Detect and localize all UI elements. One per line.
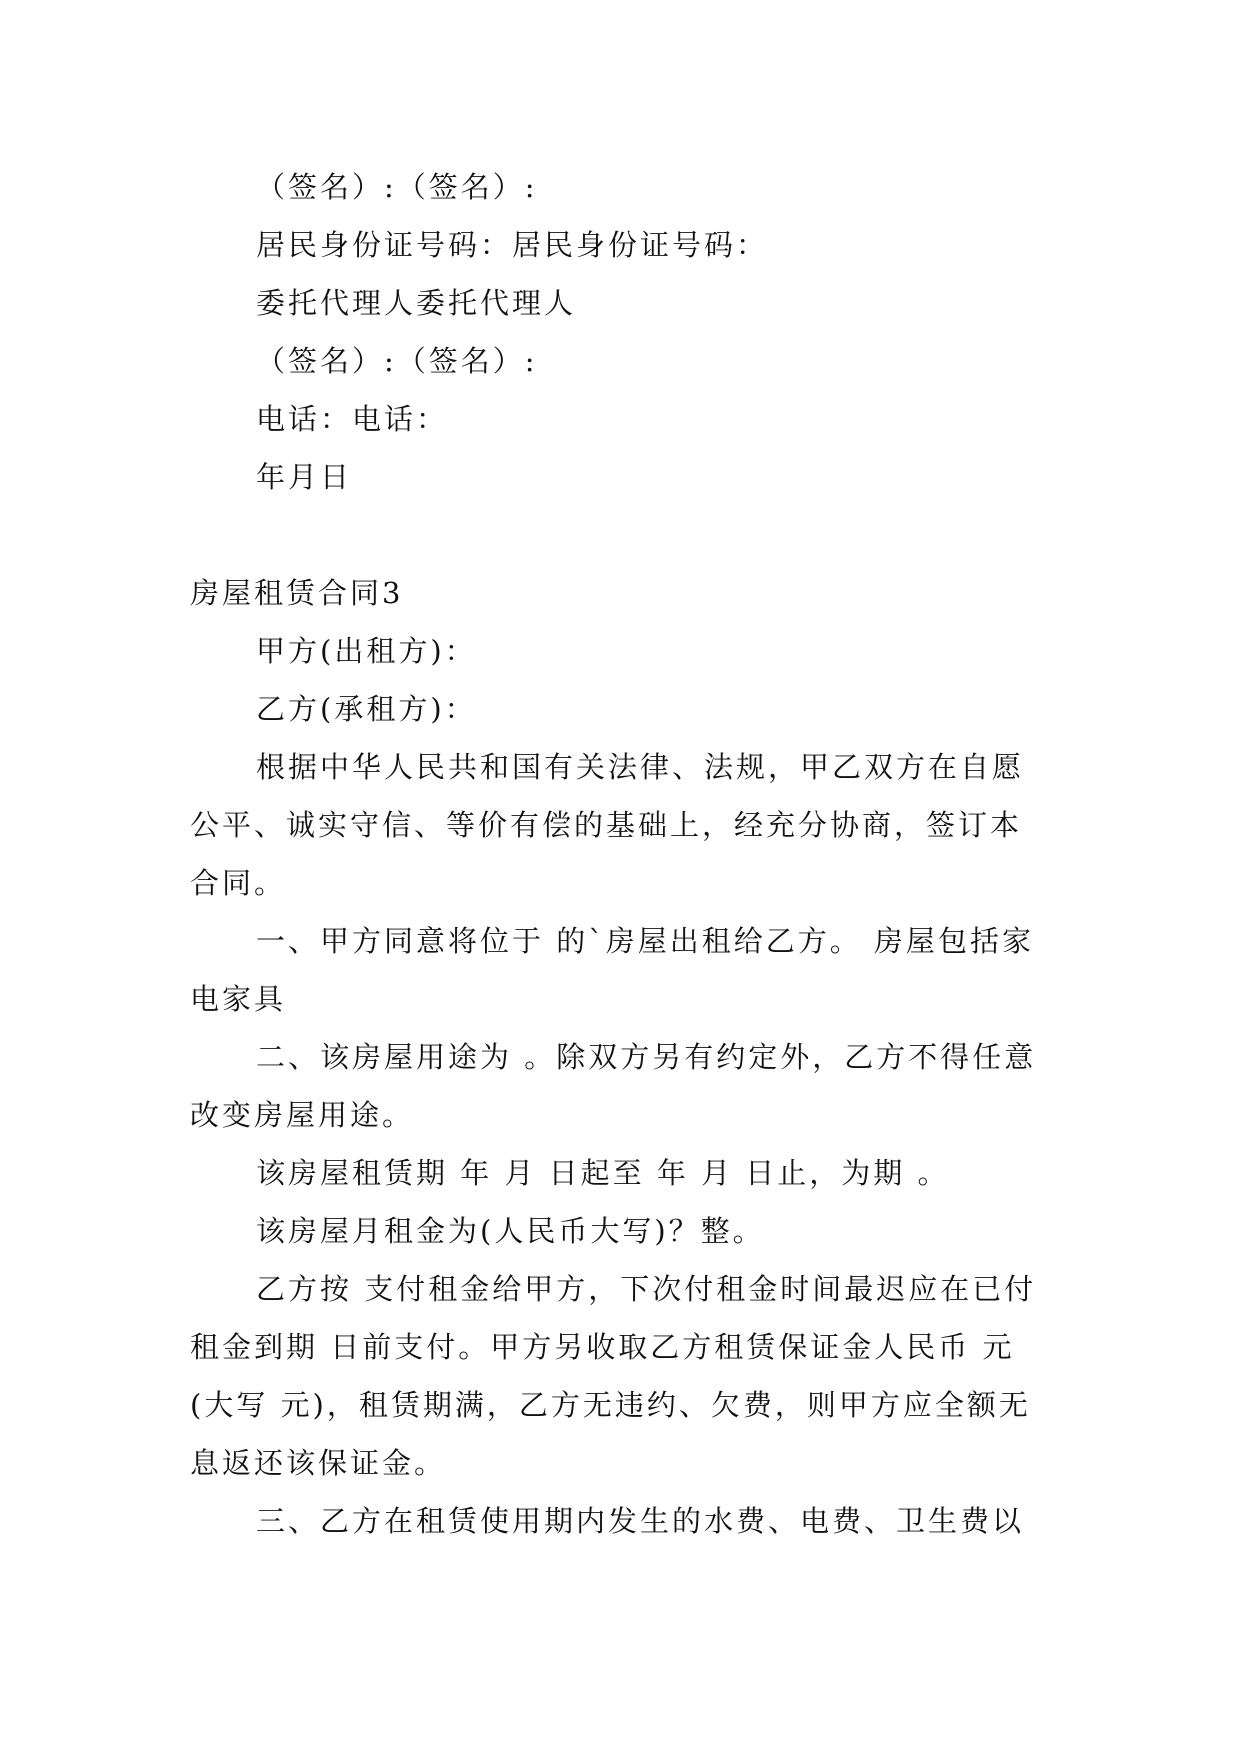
- signature-line-2: （签名）:（签名）:: [256, 344, 538, 378]
- party-b-line: 乙方(承租方)：: [256, 692, 477, 726]
- document-body: [190, 158, 1050, 1550]
- clause-two-paragraph: 二、该房屋用途为 。除双方另有约定外，乙方不得任意改变房屋用途。: [190, 1040, 1037, 1132]
- payment-paragraph: 乙方按 支付租金给甲方，下次付租金时间最迟应在已付租金到期 日前支付。甲方另收取乙方租赁保证金人民币 元(大写 元)，租赁期满，乙方无违约、欠费，则甲方应全额无息返还该保证金。: [190, 1272, 1037, 1480]
- contract-title: 房屋租赁合同3: [190, 576, 404, 610]
- clause-one-paragraph: 一、甲方同意将位于 的`房屋出租给乙方。 房屋包括家电家具: [190, 924, 1034, 1016]
- clause-three-paragraph: 三、乙方在租赁使用期内发生的水费、电费、卫生费以: [256, 1504, 1025, 1538]
- monthly-rent-paragraph: 该房屋月租金为(人民币大写)？整。: [256, 1214, 765, 1248]
- party-a-line: 甲方(出租方)：: [256, 634, 477, 668]
- phone-line: 电话：电话：: [256, 402, 449, 436]
- agent-line: 委托代理人委托代理人: [256, 286, 577, 320]
- signature-line-1: （签名）:（签名）:: [256, 170, 538, 204]
- section-gap: [190, 506, 1050, 564]
- basis-paragraph: 根据中华人民共和国有关法律、法规，甲乙双方在自愿公平、诚实守信、等价有偿的基础上，经充分协商，签订本合同。: [190, 750, 1025, 900]
- date-line: 年月日: [256, 460, 353, 494]
- lease-term-paragraph: 该房屋租赁期 年 月 日起至 年 月 日止，为期 。: [256, 1156, 950, 1190]
- id-number-line: 居民身份证号码：居民身份证号码：: [256, 228, 769, 262]
